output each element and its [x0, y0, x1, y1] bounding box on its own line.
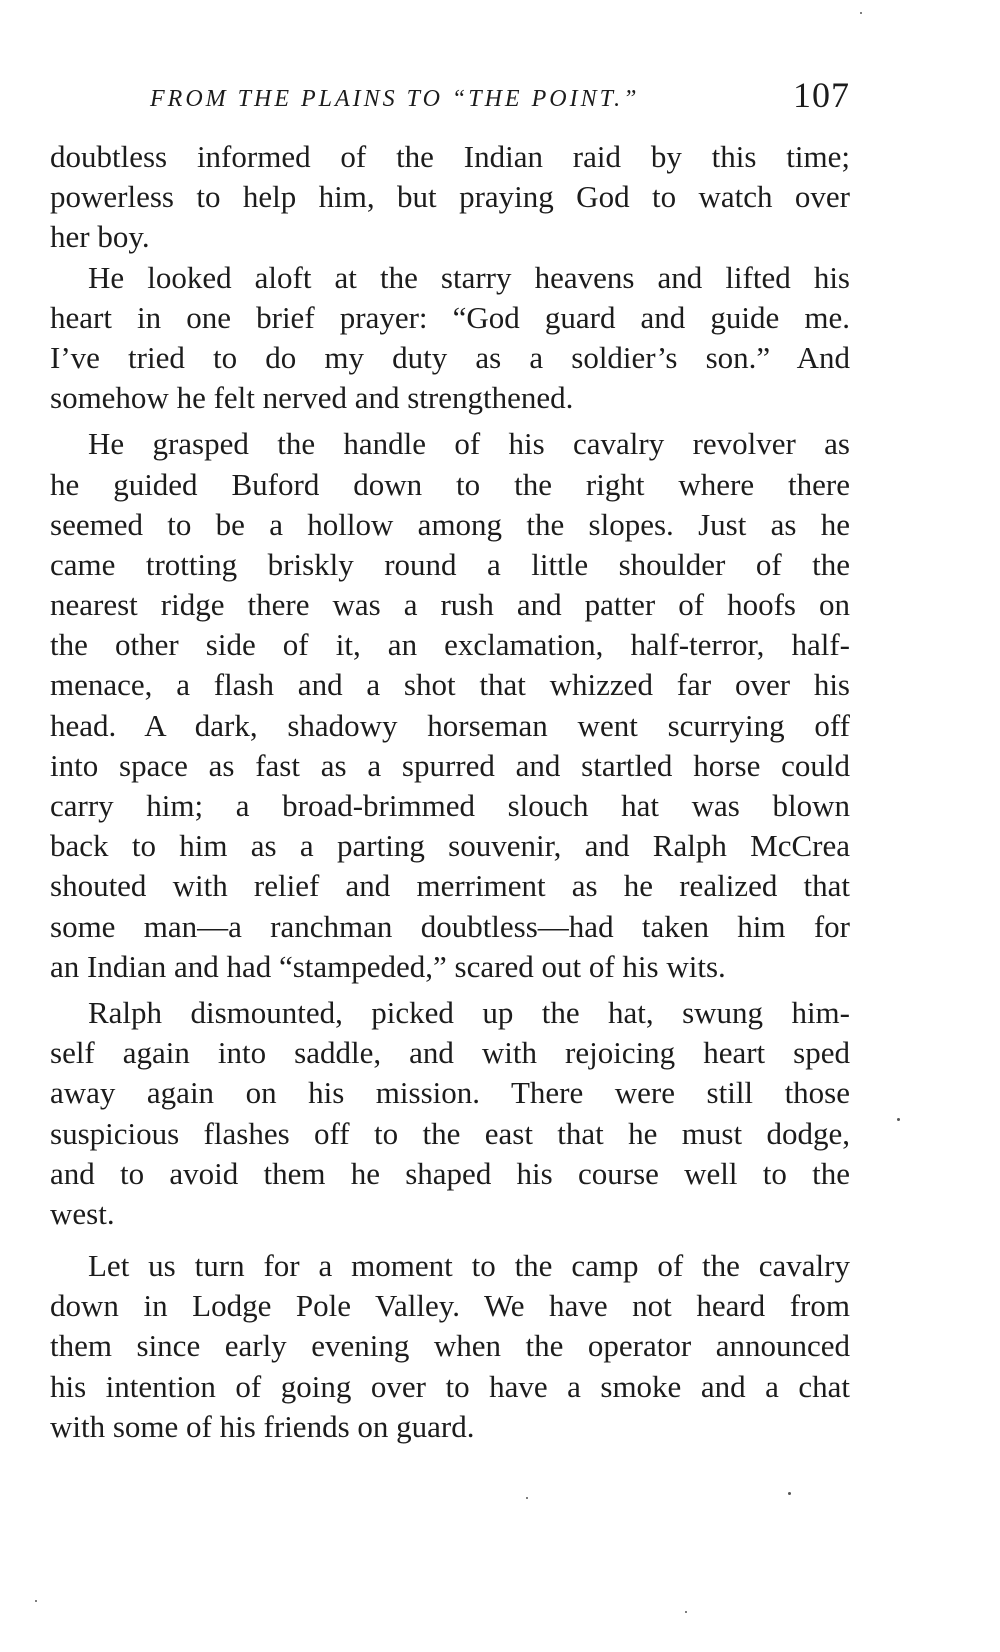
running-head [50, 72, 850, 128]
text-line: an Indian and had “stampeded,” scared out of his wits. [50, 948, 726, 984]
text-line: her boy. [50, 219, 150, 255]
text-line: back to him as a parting souvenir, and Ralph McCrea [50, 828, 850, 864]
paper-speck [35, 1600, 37, 1602]
text-line: some man—a ranchman doubtless—had taken him for [50, 908, 850, 944]
paper-speck [788, 1492, 791, 1495]
text-line: his intention of going over to have a smoke and a chat [50, 1368, 850, 1404]
text-line: doubtless informed of the Indian raid by this time; [50, 139, 850, 174]
text-line: came trotting briskly round a little shoulder of the [50, 546, 850, 582]
paragraph-gap [50, 1234, 850, 1246]
text-line: west. [50, 1195, 115, 1231]
text-line: self again into saddle, and with rejoicing heart sped [50, 1035, 850, 1071]
text-line: He looked aloft at the starry heavens and lifted his [88, 259, 850, 295]
paper-speck [526, 1497, 528, 1499]
text-line: away again on his mission. There were still those [50, 1075, 850, 1111]
running-title: FROM THE PLAINS TO “THE POINT.” [150, 86, 640, 112]
body-text [50, 137, 850, 1447]
paragraph [50, 137, 850, 258]
paragraph [50, 258, 850, 419]
paragraph [50, 424, 850, 987]
text-line: Ralph dismounted, picked up the hat, swung him- [88, 994, 850, 1030]
text-line: Let us turn for a moment to the camp of the cavalry [88, 1248, 850, 1284]
text-line: carry him; a broad-brimmed slouch hat was blown [50, 788, 850, 823]
text-line: he guided Buford down to the right where there [50, 466, 850, 502]
text-line: with some of his friends on guard. [50, 1408, 475, 1444]
paragraph [50, 993, 850, 1234]
text-line: and to avoid them he shaped his course well to the [50, 1155, 850, 1191]
paragraph [50, 1246, 850, 1447]
page-number: 107 [793, 75, 850, 115]
paper-speck [860, 12, 862, 14]
paper-speck [685, 1611, 687, 1613]
text-line: nearest ridge there was a rush and patter of hoofs on [50, 587, 850, 623]
text-line: head. A dark, shadowy horseman went scurrying off [50, 707, 850, 743]
text-line: menace, a flash and a shot that whizzed far over his [50, 667, 850, 703]
text-line: He grasped the handle of his cavalry revolver as [88, 426, 850, 462]
text-line: into space as fast as a spurred and startled horse could [50, 747, 850, 783]
paper-speck [897, 1118, 900, 1121]
text-line: them since early evening when the operator announced [50, 1328, 850, 1364]
text-line: seemed to be a hollow among the slopes. Just as he [50, 506, 850, 542]
text-line: somehow he felt nerved and strengthened. [50, 380, 574, 416]
text-line: powerless to help him, but praying God to watch over [50, 179, 850, 215]
text-line: heart in one brief prayer: “God guard and guide me. [50, 299, 850, 335]
text-line: down in Lodge Pole Valley. We have not heard from [50, 1288, 850, 1324]
text-line: suspicious flashes off to the east that he must dodge, [50, 1115, 850, 1151]
text-line: I’ve tried to do my duty as a soldier’s son.” And [50, 339, 850, 375]
text-line: shouted with relief and merriment as he realized that [50, 868, 850, 904]
text-line: the other side of it, an exclamation, half-terror, half- [50, 627, 850, 663]
